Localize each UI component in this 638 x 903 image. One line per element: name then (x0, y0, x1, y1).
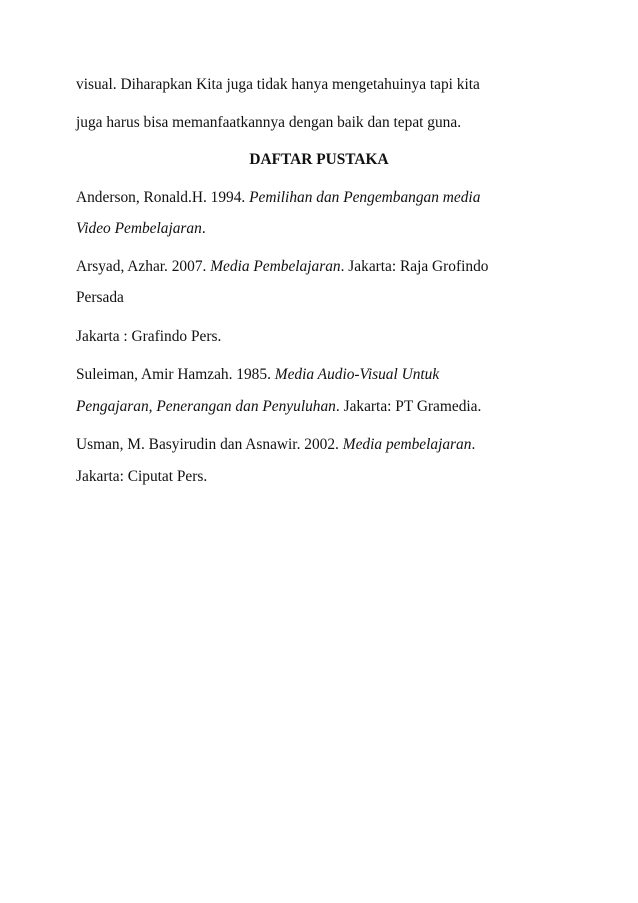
reference-title: Pemilihan dan Pengembangan media (249, 189, 481, 206)
bibliography-heading: DAFTAR PUSTAKA (249, 151, 389, 168)
reference-title: Media pembelajaran (342, 436, 472, 453)
reference-title: Video Pembelajaran (76, 220, 202, 237)
reference-author: Arsyad, Azhar. 2007. (76, 258, 207, 275)
reference-publisher: . Jakarta: Raja Grofindo (340, 258, 489, 275)
reference-jakarta-grafindo: Jakarta : Grafindo Pers. (76, 328, 222, 345)
reference-arsyad-line-1 (76, 258, 488, 276)
reference-arsyad-line-2: Persada (76, 289, 124, 306)
intro-line-2: juga harus bisa memanfaatkannya dengan baik dan tepat guna. (76, 114, 462, 131)
reference-title: Media Audio-Visual Untuk (274, 366, 440, 383)
reference-usman-line-2: Jakarta: Ciputat Pers. (76, 468, 208, 485)
reference-usman-line-1 (76, 436, 475, 454)
reference-punctuation: . (471, 436, 476, 453)
reference-author: Suleiman, Amir Hamzah. 1985. (76, 366, 271, 383)
reference-title: Pengajaran, Penerangan dan Penyuluhan (76, 398, 336, 415)
reference-anderson-line-2 (76, 220, 206, 238)
reference-anderson-line-1 (76, 189, 480, 207)
reference-punctuation: . (201, 220, 206, 237)
reference-title: Media Pembelajaran (210, 258, 341, 275)
reference-suleiman-line-1 (76, 366, 439, 384)
reference-suleiman-line-2 (76, 398, 481, 416)
reference-publisher: . Jakarta: PT Gramedia. (335, 398, 482, 415)
intro-line-1: visual. Diharapkan Kita juga tidak hanya mengetahuinya tapi kita (76, 76, 480, 93)
reference-author: Usman, M. Basyirudin dan Asnawir. 2002. (76, 436, 339, 453)
reference-author: Anderson, Ronald.H. 1994. (76, 189, 246, 206)
